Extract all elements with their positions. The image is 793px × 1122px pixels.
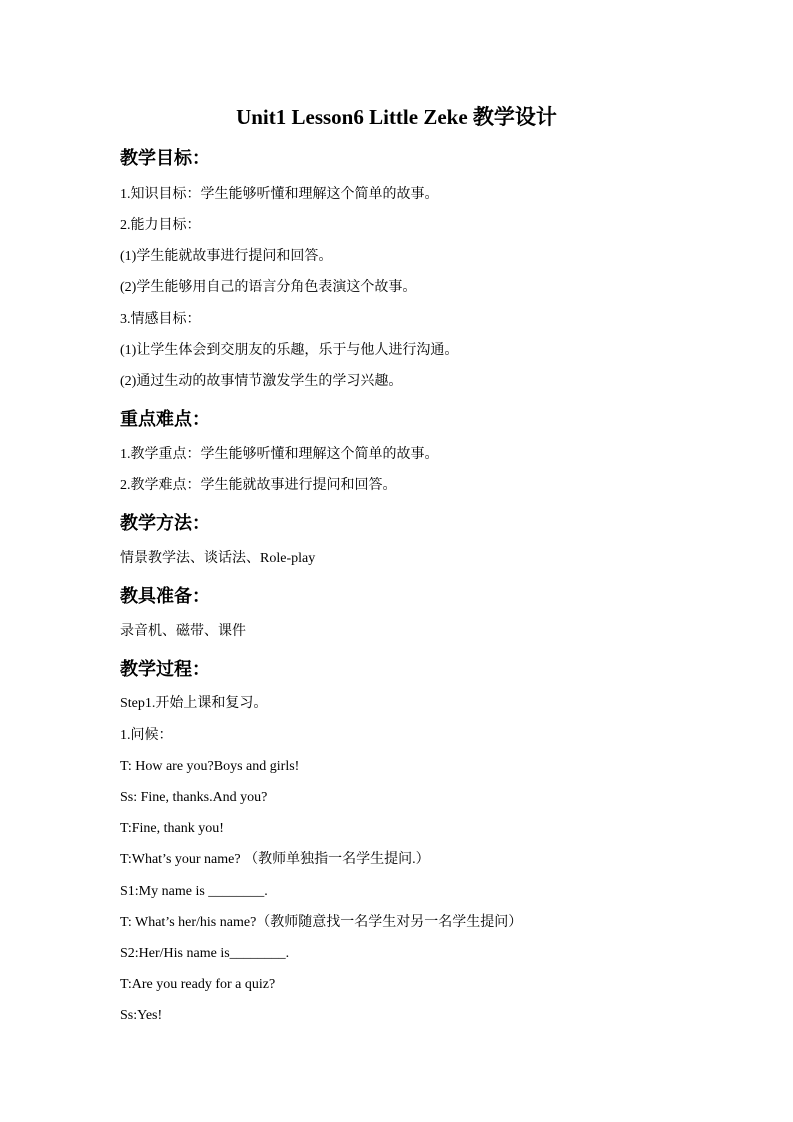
objective-line: 2.能力目标： xyxy=(120,218,201,233)
process-line: Step1.开始上课和复习。 xyxy=(120,696,268,711)
section-heading-key-points: 重点难点： xyxy=(120,409,210,429)
process-line: S1:My name is ________. xyxy=(120,884,268,899)
process-line: T:Are you ready for a quiz? xyxy=(120,977,276,992)
method-line: 情景教学法、谈话法、Role-play xyxy=(120,551,316,566)
material-line: 录音机、磁带、课件 xyxy=(120,624,246,639)
process-line: T:Fine, thank you! xyxy=(120,821,224,836)
key-point-line: 2.教学难点：学生能就故事进行提问和回答。 xyxy=(120,478,397,493)
objective-line: (2)学生能够用自己的语言分角色表演这个故事。 xyxy=(120,280,417,295)
process-line: T: What’s her/his name?（教师随意找一名学生对另一名学生提问） xyxy=(120,915,523,930)
process-line: 1.问候： xyxy=(120,728,173,743)
document-title: Unit1 Lesson6 Little Zeke 教学设计 xyxy=(236,105,557,129)
process-line: Ss: Fine, thanks.And you? xyxy=(120,790,268,805)
section-heading-process: 教学过程： xyxy=(120,659,210,679)
objective-line: (1)学生能就故事进行提问和回答。 xyxy=(120,249,333,264)
process-line: S2:Her/His name is________. xyxy=(120,946,290,961)
section-heading-methods: 教学方法： xyxy=(120,513,210,533)
objective-line: (1)让学生体会到交朋友的乐趣，乐于与他人进行沟通。 xyxy=(120,343,459,358)
objective-line: 1.知识目标：学生能够听懂和理解这个简单的故事。 xyxy=(120,187,439,202)
section-heading-materials: 教具准备： xyxy=(120,586,210,606)
section-heading-objectives: 教学目标： xyxy=(120,148,210,168)
objective-line: 3.情感目标： xyxy=(120,312,201,327)
process-line: T: How are you?Boys and girls! xyxy=(120,759,300,774)
key-point-line: 1.教学重点：学生能够听懂和理解这个简单的故事。 xyxy=(120,447,439,462)
process-line: Ss:Yes! xyxy=(120,1008,163,1023)
objective-line: (2)通过生动的故事情节激发学生的学习兴趣。 xyxy=(120,374,403,389)
process-line: T:What’s your name? （教师单独指一名学生提问.） xyxy=(120,852,430,867)
